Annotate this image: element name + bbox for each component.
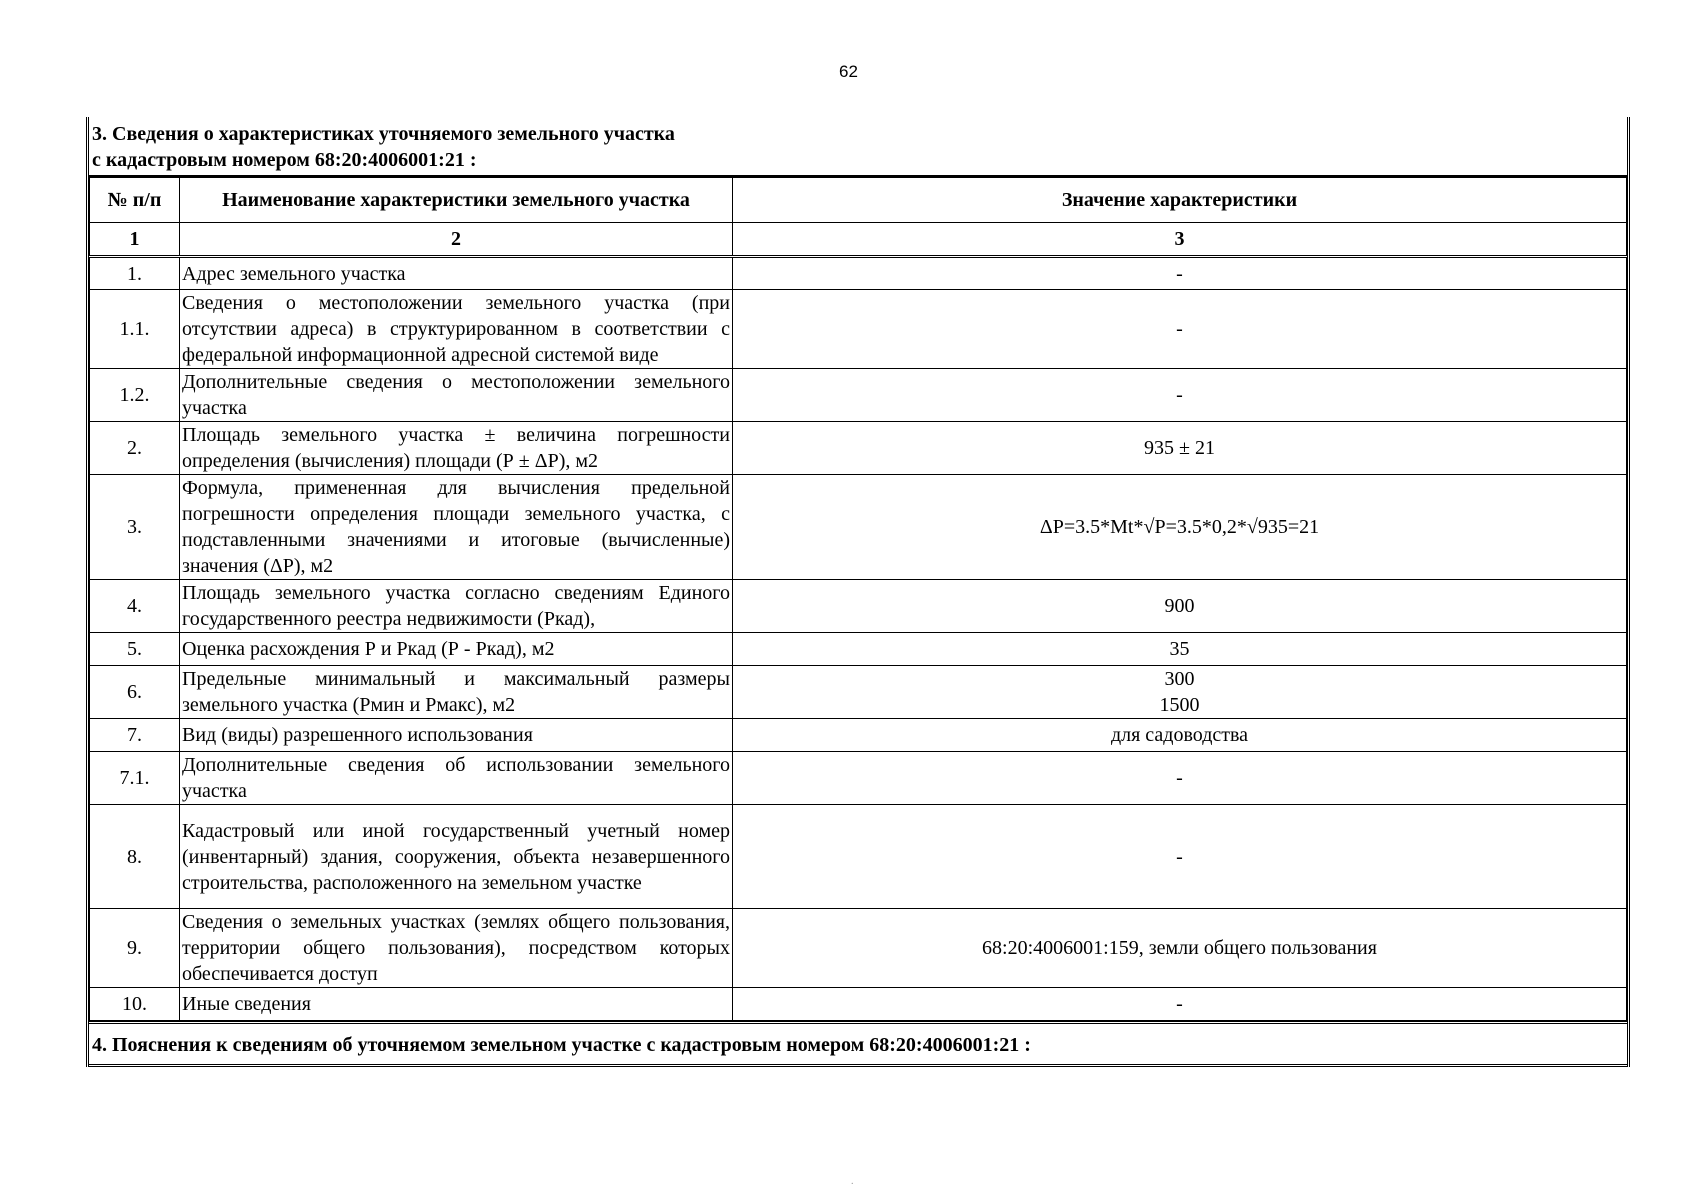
row-value: - xyxy=(733,369,1627,422)
table-row xyxy=(90,475,1627,580)
section-3-title-line-2: с кадастровым номером 68:20:4006001:21 : xyxy=(92,149,477,171)
row-value: 68:20:4006001:159, земли общего пользования xyxy=(733,909,1627,988)
row-name: Адрес земельного участка xyxy=(180,257,733,290)
table-header-row xyxy=(90,178,1627,223)
table-row xyxy=(90,666,1627,719)
row-name: Иные сведения xyxy=(180,988,733,1021)
row-num: 3. xyxy=(90,475,180,580)
table-row xyxy=(90,805,1627,909)
row-value: 935 ± 21 xyxy=(733,422,1627,475)
section-3-title xyxy=(89,117,1627,177)
row-num: 10. xyxy=(90,988,180,1021)
column-number: 2 xyxy=(180,223,733,257)
table-row xyxy=(90,752,1627,805)
row-num: 4. xyxy=(90,580,180,633)
column-number-row xyxy=(90,223,1627,257)
row-value: 900 xyxy=(733,580,1627,633)
row-num: 1.1. xyxy=(90,290,180,369)
table-row xyxy=(90,580,1627,633)
row-name: Сведения о местоположении земельного участка (при отсутствии адреса) в структурированном в соответствии с федеральной информационной адресной системой виде xyxy=(180,290,733,369)
header-num: № п/п xyxy=(90,178,180,223)
row-name: Площадь земельного участка согласно сведениям Единого государственного реестра недвижимости (Ркад), xyxy=(180,580,733,633)
row-name: Кадастровый или иной государственный учетный номер (инвентарный) здания, сооружения, объекта незавершенного строительства, расположенного на земельном участке xyxy=(180,805,733,909)
row-name: Площадь земельного участка ± величина погрешности определения (вычисления) площади (Р ± ΔР), м2 xyxy=(180,422,733,475)
row-name: Вид (виды) разрешенного использования xyxy=(180,719,733,752)
row-name: Дополнительные сведения о местоположении земельного участка xyxy=(180,369,733,422)
row-name: Оценка расхождения Р и Ркад (Р - Ркад), м2 xyxy=(180,633,733,666)
row-value-max: 1500 xyxy=(1159,694,1200,716)
row-num: 7.1. xyxy=(90,752,180,805)
row-value-min: 300 xyxy=(1164,668,1195,690)
row-value: 35 xyxy=(733,633,1627,666)
section-3-title-line-1: 3. Сведения о характеристиках уточняемого земельного участка xyxy=(92,123,675,145)
footer-mark: . xyxy=(851,1176,854,1187)
row-value: ΔР=3.5*Mt*√Р=3.5*0,2*√935=21 xyxy=(733,475,1627,580)
table-row xyxy=(90,988,1627,1021)
row-name: Предельные минимальный и максимальный размеры земельного участка (Рмин и Рмакс), м2 xyxy=(180,666,733,719)
row-value: - xyxy=(733,290,1627,369)
row-value: для садоводства xyxy=(733,719,1627,752)
row-num: 7. xyxy=(90,719,180,752)
row-num: 9. xyxy=(90,909,180,988)
document-frame xyxy=(86,117,1630,1067)
column-number: 1 xyxy=(90,223,180,257)
table-row xyxy=(90,257,1627,290)
row-name: Формула, примененная для вычисления предельной погрешности определения площади земельного участка, с подставленными значениями и итоговые (вычисленные) значения (ΔР), м2 xyxy=(180,475,733,580)
row-num: 2. xyxy=(90,422,180,475)
table-row xyxy=(90,369,1627,422)
row-value: - xyxy=(733,257,1627,290)
row-num: 6. xyxy=(90,666,180,719)
section-4-title: 4. Пояснения к сведениям об уточняемом земельном участке с кадастровым номером 68:20:4006001:21 : xyxy=(89,1021,1627,1067)
table-row xyxy=(90,719,1627,752)
row-value: - xyxy=(733,988,1627,1021)
header-name: Наименование характеристики земельного участка xyxy=(180,178,733,223)
row-value: - xyxy=(733,805,1627,909)
row-num: 5. xyxy=(90,633,180,666)
row-name: Сведения о земельных участках (землях общего пользования, территории общего пользования), посредством которых обеспечивается доступ xyxy=(180,909,733,988)
table-row xyxy=(90,290,1627,369)
row-value: - xyxy=(733,752,1627,805)
table-row xyxy=(90,633,1627,666)
column-number: 3 xyxy=(733,223,1627,257)
header-value: Значение характеристики xyxy=(733,178,1627,223)
row-name: Дополнительные сведения об использовании земельного участка xyxy=(180,752,733,805)
row-num: 1.2. xyxy=(90,369,180,422)
page-number: 62 xyxy=(839,62,858,81)
row-value-pair xyxy=(733,666,1627,719)
row-num: 8. xyxy=(90,805,180,909)
table-row xyxy=(90,422,1627,475)
characteristics-table xyxy=(89,177,1627,1021)
row-num: 1. xyxy=(90,257,180,290)
table-row xyxy=(90,909,1627,988)
